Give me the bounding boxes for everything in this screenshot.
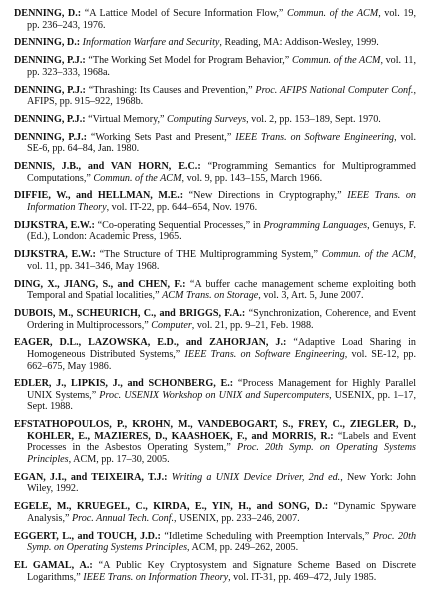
reference-entry <box>14 55 416 78</box>
reference-authors: EFSTATHOPOULOS, P., KROHN, M., VANDEBOGART, S., FREY, C., ZIEGLER, D., KOHLER, E., MAZIERES, D., KAASHOEK, F., and MORRIS, R.: <box>14 419 416 442</box>
reference-authors: EDLER, J., LIPKIS, J., and SCHONBERG, E.: <box>14 378 234 390</box>
reference-italic-title: Proc. Annual Tech. Conf. <box>72 512 174 524</box>
reference-text: “Dynamic Spyware Analysis,” <box>27 501 416 524</box>
reference-entry <box>14 114 416 126</box>
reference-authors: DIJKSTRA, E.W.: <box>14 219 95 231</box>
reference-italic-title: Proc. 20th Symp. on Operating Systems Principles <box>27 442 416 466</box>
reference-text: , New York: John Wiley, 1992. <box>27 471 416 495</box>
reference-text: , vol. 9, pp. 143–155, March 1966. <box>181 172 323 184</box>
reference-authors: DENNIS, J.B., and VAN HORN, E.C.: <box>14 161 201 173</box>
reference-italic-title: Commun. of the ACM <box>291 55 381 67</box>
reference-text: , ACM, pp. 249–262, 2005. <box>187 542 299 554</box>
reference-text: , vol. 19, pp. 236–243, 1976. <box>27 8 416 31</box>
reference-entry <box>14 337 416 372</box>
reference-text: “New Directions in Cryptography,” <box>183 190 348 202</box>
reference-text: “Adaptive Load Sharing in Homogeneous Distributed Systems,” <box>27 337 416 360</box>
reference-text: , USENIX, pp. 233–246, 2007. <box>174 512 300 524</box>
reference-text: “Virtual Memory,” <box>85 113 168 125</box>
reference-authors: DING, X., JIANG, S., and CHEN, F.: <box>14 278 186 290</box>
reference-entry <box>14 531 416 554</box>
reference-text: , Genuys, F. (Ed.), London: Academic Press, 1965. <box>27 219 416 243</box>
reference-entry <box>14 279 416 302</box>
reference-text: , vol. 11, pp. 341–346, May 1968. <box>27 249 416 272</box>
reference-italic-title: Commun. of the ACM <box>286 8 379 19</box>
reference-authors: DENNING, P.J.: <box>14 84 86 96</box>
reference-text: , AFIPS, pp. 915–922, 1968b. <box>27 84 416 108</box>
reference-italic-title: Proc. AFIPS National Computer Conf. <box>255 84 414 96</box>
reference-entry <box>14 190 416 213</box>
reference-italic-title: Commun. of the ACM <box>93 172 182 184</box>
reference-text: , ACM, pp. 17–30, 2005. <box>68 454 170 466</box>
reference-italic-title: ACM Trans. on Storage <box>162 290 259 302</box>
reference-list <box>14 8 416 589</box>
reference-italic-title: Proc. 20th Symp. on Operating Systems Principles <box>27 530 417 554</box>
reference-text: “A Lattice Model of Secure Information Flow,” <box>81 8 287 19</box>
reference-text: , vol. 11, pp. 323–333, 1968a. <box>27 55 417 78</box>
reference-entry <box>14 37 416 49</box>
reference-authors: DENNING, P.J.: <box>14 55 86 67</box>
reference-italic-title: Programming Languages <box>263 219 368 231</box>
reference-italic-title: Information Warfare and Security <box>82 37 220 49</box>
reference-entry <box>14 560 416 583</box>
reference-text: “Idletime Scheduling with Preemption Intervals,” <box>160 530 373 542</box>
reference-authors: EGAN, J.I., and TEIXEIRA, T.J.: <box>14 471 168 483</box>
reference-entry <box>14 85 416 108</box>
reference-italic-title: Writing a UNIX Device Driver, 2nd ed. <box>171 471 341 483</box>
reference-italic-title: Computing Surveys <box>167 113 247 125</box>
reference-italic-title: Computer <box>151 319 192 331</box>
reference-text: “Working Sets Past and Present,” <box>87 131 236 143</box>
reference-text: “The Working Set Model for Program Behavior,” <box>85 55 292 67</box>
reference-entry <box>14 249 416 272</box>
reference-text: “A buffer cache management scheme exploiting both Temporal and Spatial localities,” <box>27 278 416 302</box>
reference-text: “Programming Semantics for Multiprogrammed Computations,” <box>27 161 416 184</box>
reference-text: , vol. IT-22, pp. 644–654, Nov. 1976. <box>106 202 258 214</box>
reference-italic-title: IEEE Trans. on Information Theory <box>83 571 229 583</box>
reference-authors: DENNING, P.J.: <box>14 131 87 143</box>
reference-entry <box>14 132 416 155</box>
reference-text: “Thrashing: Its Causes and Prevention,” <box>85 84 256 96</box>
reference-authors: EL GAMAL, A.: <box>14 559 93 571</box>
reference-entry <box>14 378 416 413</box>
reference-authors: EAGER, D.L., LAZOWSKA, E.D., and ZAHORJAN, J.: <box>14 337 287 349</box>
reference-entry <box>14 501 416 524</box>
reference-entry <box>14 308 416 331</box>
reference-authors: DENNING, D.: <box>14 8 82 19</box>
reference-text: “Labels and Event Processes in the Asbestos Operating System,” <box>27 430 417 454</box>
reference-italic-title: IEEE Trans. on Software Engineering <box>184 348 345 360</box>
reference-entry <box>14 472 416 495</box>
reference-italic-title: Commun. of the ACM <box>321 249 414 261</box>
reference-authors: DIFFIE, W., and HELLMAN, M.E.: <box>14 190 184 202</box>
reference-text: “A Public Key Cryptosystem and Signature Scheme Based on Discrete Logarithms,” <box>27 559 416 583</box>
reference-text: , vol. SE-12, pp. 662–675, May 1986. <box>27 348 416 372</box>
reference-entry <box>14 220 416 243</box>
reference-italic-title: IEEE Trans. on Information Theory <box>27 190 416 214</box>
reference-text: “Co-operating Sequential Processes,” in <box>94 219 264 231</box>
reference-authors: DUBOIS, M., SCHEURICH, C., and BRIGGS, F.A.: <box>14 307 246 319</box>
reference-entry <box>14 8 416 31</box>
reference-text: , vol. 2, pp. 153–189, Sept. 1970. <box>246 113 381 125</box>
reference-italic-title: Proc. USENIX Workshop on UNIX and Supercomputers <box>99 389 330 401</box>
reference-authors: DENNING, D.: <box>14 37 81 49</box>
reference-text: , Reading, MA: Addison-Wesley, 1999. <box>219 37 379 49</box>
reference-authors: EGGERT, L., and TOUCH, J.D.: <box>14 530 161 542</box>
reference-italic-title: IEEE Trans. on Software Engineering <box>235 131 395 143</box>
reference-text: , vol. 3, Art. 5, June 2007. <box>258 290 364 302</box>
reference-text: , vol. SE-6, pp. 64–84, Jan. 1980. <box>27 131 416 155</box>
reference-entry <box>14 419 416 465</box>
reference-text: “Process Management for Highly Parallel UNIX Systems,” <box>27 378 417 401</box>
reference-text: “The Structure of THE Multiprogramming System,” <box>95 249 322 261</box>
reference-text: , vol. 21, pp. 9–21, Feb. 1988. <box>191 319 314 331</box>
reference-entry <box>14 161 416 184</box>
reference-text: , USENIX, pp. 1–17, Sept. 1988. <box>27 389 417 413</box>
reference-text: , vol. IT-31, pp. 469–472, July 1985. <box>228 571 377 583</box>
reference-authors: EGELE, M., KRUEGEL, C., KIRDA, E., YIN, H., and SONG, D.: <box>14 501 329 513</box>
reference-authors: DENNING, P.J.: <box>14 113 86 125</box>
reference-text: “Synchronization, Coherence, and Event Ordering in Multiprocessors,” <box>27 307 416 331</box>
reference-authors: DIJKSTRA, E.W.: <box>14 249 96 261</box>
